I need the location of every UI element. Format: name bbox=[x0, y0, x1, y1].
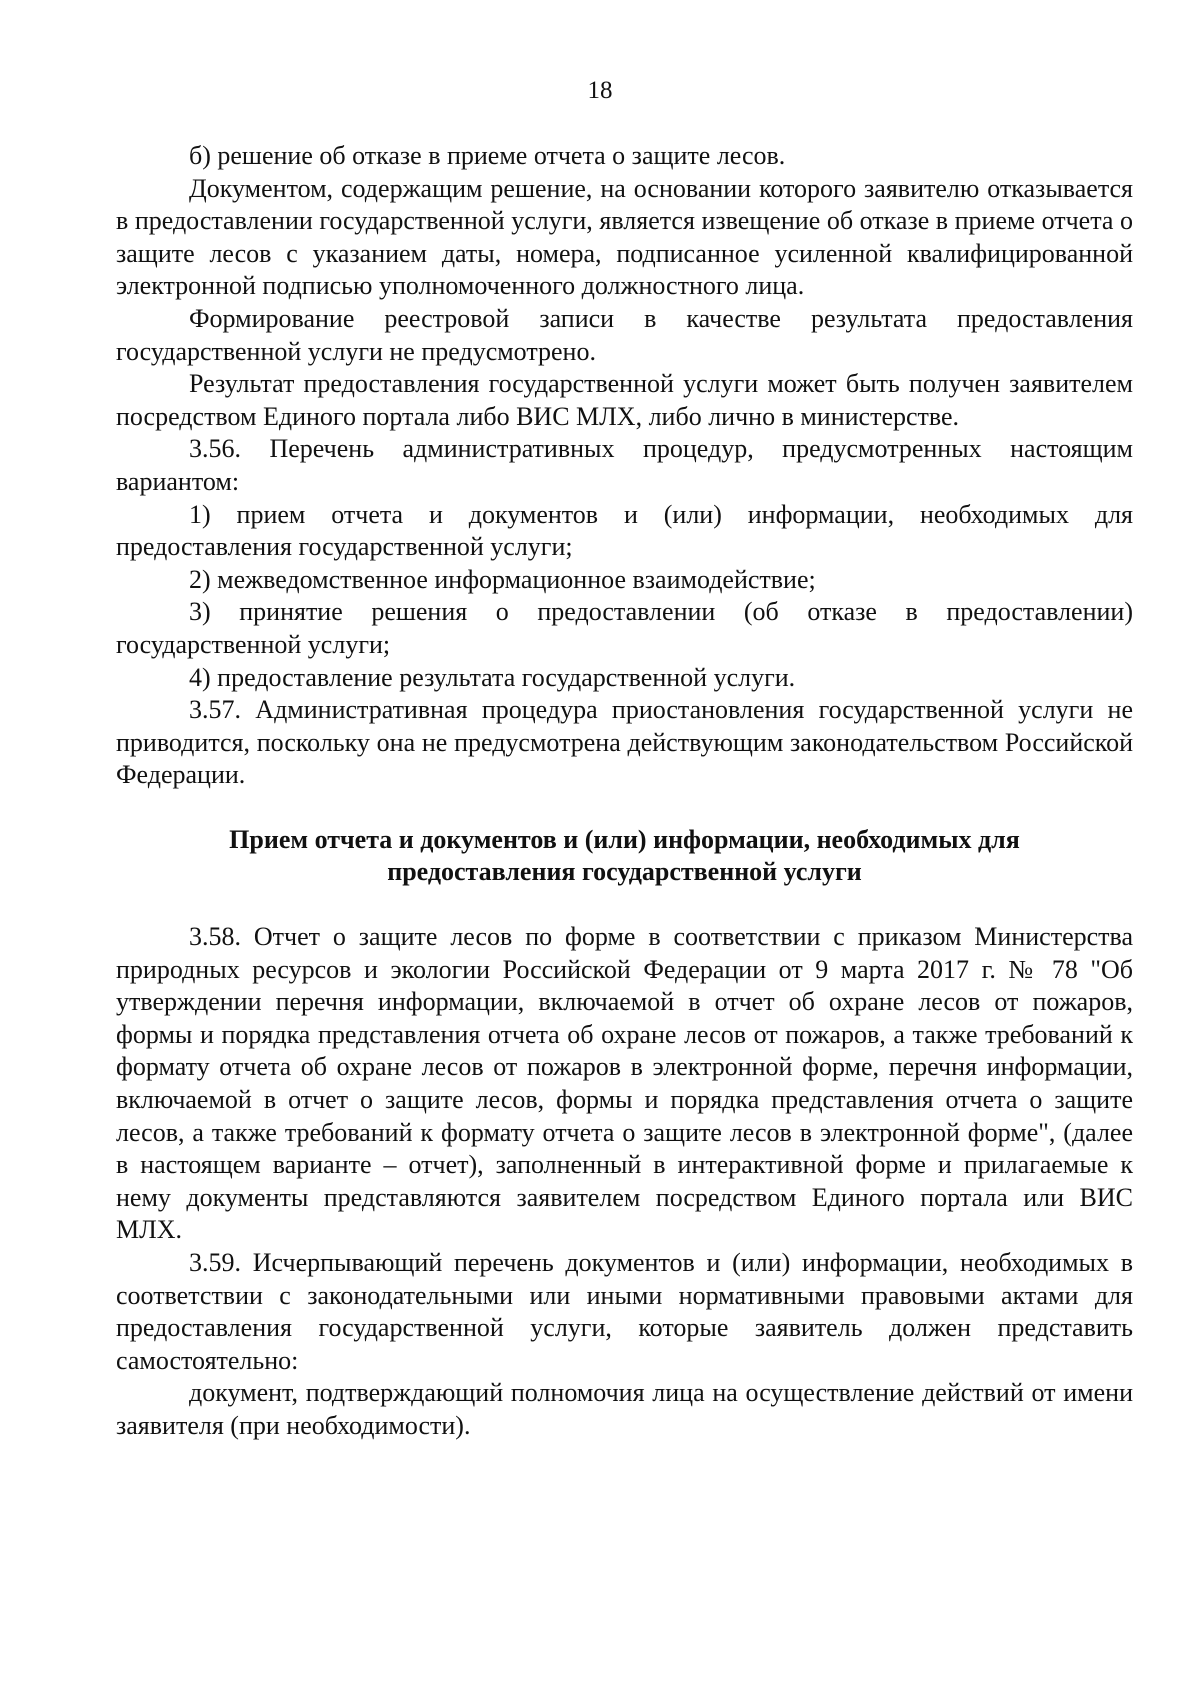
paragraph-3-59: 3.59. Исчерпывающий перечень документов и (или) информации, необходимых в соответствии с законодательными или иными нормативными правовыми актами для предоставления государственной услуги, которые заявитель должен представить самостоятельно: bbox=[116, 1248, 1133, 1375]
list-item-1: 1) прием отчета и документов и (или) информации, необходимых для предоставления государственной услуги; bbox=[116, 499, 1133, 562]
paragraph-authority-document: документ, подтверждающий полномочия лица на осуществление действий от имени заявителя (при необходимости). bbox=[116, 1378, 1133, 1440]
paragraph-3-57: 3.57. Административная процедура приостановления государственной услуги не приводится, поскольку она не предусмотрена действующим законодательством Российской Федерации. bbox=[116, 695, 1133, 790]
page-number: 18 bbox=[587, 77, 613, 104]
list-item-4: 4) предоставление результата государственной услуги. bbox=[189, 662, 796, 692]
paragraph-3-56: 3.56. Перечень административных процедур, предусмотренных настоящим вариантом: bbox=[116, 434, 1133, 496]
paragraph-registry-record: Формирование реестровой записи в качестве результата предоставления государственной услуги не предусмотрено. bbox=[116, 303, 1133, 366]
document-body bbox=[116, 140, 1133, 1443]
list-item-3: 3) принятие решения о предоставлении (об отказе в предоставлении) государственной услуги; bbox=[116, 597, 1133, 659]
list-item-2: 2) межведомственное информационное взаимодействие; bbox=[189, 564, 816, 594]
paragraph-3-58: 3.58. Отчет о защите лесов по форме в соответствии с приказом Министерства природных ресурсов и экологии Российской Федерации от 9 марта 2017 г. № 78 "Об утверждении перечня информации, включаемой в отчет об охране лесов от пожаров, формы и порядка представления отчета об охране лесов от пожаров, а также требований к формату отчета об охране лесов от пожаров в электронной форме, перечня информации, включаемой в отчет о защите лесов, формы и порядка представления отчета о защите лесов, а также требований к формату отчета о защите лесов в электронной форме", (далее в настоящем варианте – отчет), заполненный в интерактивной форме и прилагаемые к нему документы представляются заявителем посредством Единого портала или ВИС МЛХ. bbox=[116, 922, 1133, 1245]
paragraph-rejection-decision: б) решение об отказе в приеме отчета о защите лесов. bbox=[189, 141, 786, 170]
paragraph-rejection-document: Документом, содержащим решение, на основании которого заявителю отказывается в предоставлении государственной услуги, является извещение об отказе в приеме отчета о защите лесов с указанием даты, номера, подписанное усиленной квалифицированной электронной подписью уполномоченного должностного лица. bbox=[116, 173, 1133, 301]
paragraph-result-delivery: Результат предоставления государственной услуги может быть получен заявителем посредством Единого портала либо ВИС МЛХ, либо лично в министерстве. bbox=[116, 369, 1133, 431]
section-heading: Прием отчета и документов и (или) информации, необходимых для предоставления государственной услуги bbox=[229, 824, 1020, 887]
